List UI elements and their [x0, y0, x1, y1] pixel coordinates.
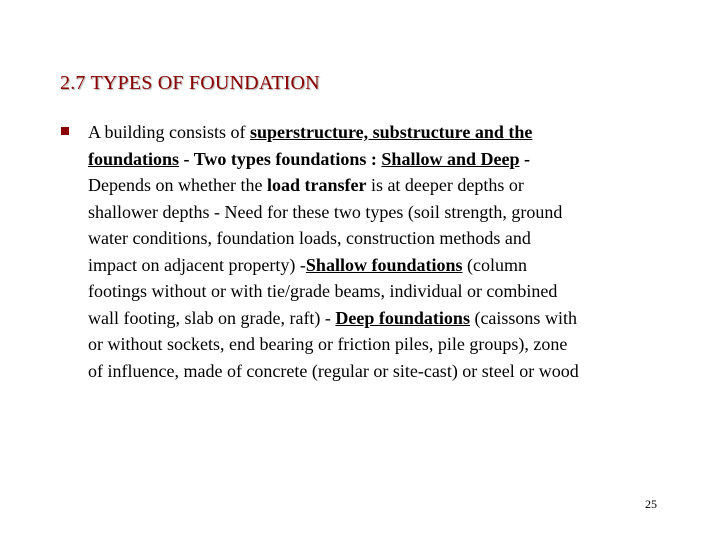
bullet-line-2: [88, 146, 703, 173]
bullet-line-9: or without sockets, end bearing or friction piles, pile groups), zone: [88, 334, 568, 354]
text-run: (column: [462, 254, 527, 275]
bullet-line-10: of influence, made of concrete (regular or site-cast) or steel or wood: [88, 360, 579, 381]
emphasis-shallow-and-deep: Shallow and Deep: [381, 148, 520, 169]
emphasis-superstructure: superstructure, substructure and the: [250, 122, 533, 142]
emphasis-shallow-foundations: Shallow foundations: [305, 254, 463, 275]
bullet-paragraph: [88, 119, 703, 384]
text-run: wall footing, slab on grade, raft) -: [88, 307, 336, 328]
bullet-line-5: water conditions, foundation loads, construction methods and: [88, 228, 531, 248]
text-run: impact on adjacent property) -: [88, 254, 306, 275]
bullet-line-3: [88, 172, 703, 199]
text-run: Depends on whether the: [88, 175, 267, 195]
emphasis-load-transfer: load transfer: [266, 175, 367, 195]
bold-two-types: - Two types foundations :: [179, 148, 382, 169]
slide-title: 2.7 TYPES OF FOUNDATION: [60, 72, 320, 94]
square-bullet-icon: [61, 127, 69, 135]
emphasis-foundations: foundations: [88, 148, 180, 169]
text-run: is at deeper depths or: [366, 175, 524, 195]
bullet-line-4: shallower depths - Need for these two types (soil strength, ground: [88, 201, 563, 222]
text-run: A building consists of: [88, 122, 251, 142]
bullet-line-1: [88, 119, 703, 146]
bold-dash: -: [519, 148, 530, 169]
page-number: 25: [645, 497, 657, 511]
bullet-line-7: footings without or with tie/grade beams, individual or combined: [88, 281, 558, 301]
bullet-line-6: [88, 252, 703, 279]
emphasis-deep-foundations: Deep foundations: [335, 307, 470, 328]
bullet-line-8: [88, 305, 703, 332]
text-run: (caissons with: [469, 307, 577, 328]
